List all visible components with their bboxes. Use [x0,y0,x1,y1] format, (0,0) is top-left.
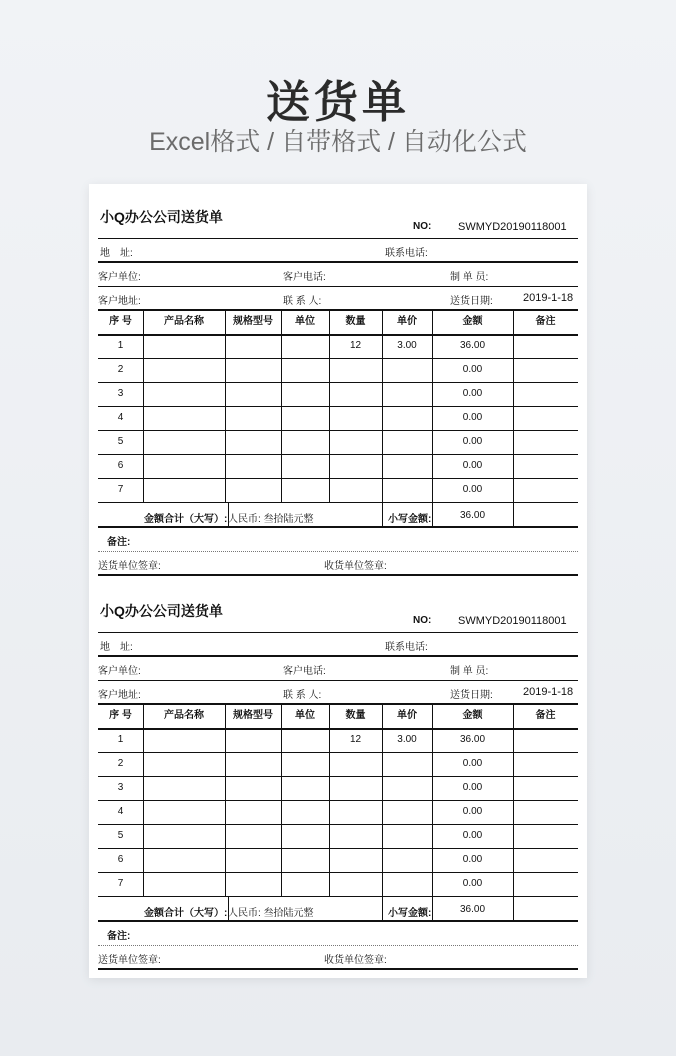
customer-address-label: 客户地址: [98,690,141,701]
delivery-date-value: 2019-1-18 [523,686,574,698]
table-header-cell: 单位 [295,316,315,327]
table-cell[interactable] [281,800,329,824]
table-cell[interactable] [382,752,432,776]
no-label: NO: [413,615,432,626]
table-cell[interactable] [513,382,578,406]
table-cell[interactable] [225,358,281,382]
table-cell[interactable] [225,848,281,872]
table-cell[interactable] [329,776,382,800]
table-row-divider [98,896,578,897]
total-lower-value: 36.00 [460,510,486,521]
table-cell[interactable] [382,454,432,478]
table-cell[interactable] [382,430,432,454]
table-cell[interactable] [143,334,225,358]
table-cell[interactable] [143,824,225,848]
table-cell[interactable] [143,406,225,430]
table-cell[interactable] [281,430,329,454]
page-subtitle: Excel格式 / 自带格式 / 自动化公式 [149,128,527,156]
form-title: 小Q办公公司送货单 [100,209,223,225]
table-cell[interactable] [513,454,578,478]
table-cell[interactable] [329,752,382,776]
table-header-cell: 规格型号 [233,316,273,327]
table-cell[interactable] [329,872,382,896]
total-lower-value: 36.00 [460,904,486,915]
table-header-cell: 序 号 [109,316,132,327]
table-header-cell: 数量 [345,710,366,721]
table-cell[interactable]: 3 [117,388,124,399]
table-cell[interactable]: 0.00 [462,782,483,793]
table-cell[interactable] [143,358,225,382]
total-row-divider [432,502,433,526]
table-cell[interactable] [513,800,578,824]
customer-unit-label: 客户单位: [98,666,141,677]
table-cell[interactable] [281,358,329,382]
rule [98,238,578,239]
table-row-divider [98,502,578,503]
table-header-cell: 数量 [345,316,366,327]
delivery-date-label: 送货日期: [450,690,493,701]
table-cell[interactable] [329,800,382,824]
table-cell[interactable] [143,848,225,872]
delivery-form [98,184,578,576]
rule [98,286,578,287]
total-upper-label: 金额合计（大写）: [144,514,228,525]
table-cell[interactable] [513,752,578,776]
table-cell[interactable] [281,848,329,872]
table-header-cell: 单价 [397,710,417,721]
rule [98,551,578,552]
table-cell[interactable]: 6 [117,460,124,471]
delivery-date-label: 送货日期: [450,296,493,307]
total-upper-value: 人民币: 叁拾陆元整 [228,514,314,525]
total-row-divider [513,896,514,920]
table-cell[interactable]: 36.00 [459,340,486,351]
table-cell[interactable] [513,848,578,872]
sender-sign-label: 送货单位签章: [98,561,161,572]
table-cell[interactable]: 3.00 [397,734,417,745]
table-header-cell: 备注 [535,316,556,327]
address-label: 地 址: [100,248,133,259]
table-cell[interactable] [225,728,281,752]
items-table [98,704,578,896]
rule [98,655,578,657]
delivery-form [98,578,578,970]
table-cell[interactable]: 0.00 [462,364,483,375]
table-cell[interactable] [513,358,578,382]
customer-phone-label: 客户电话: [283,666,326,677]
table-cell[interactable] [329,382,382,406]
total-upper-label: 金额合计（大写）: [144,908,228,919]
table-cell[interactable] [225,430,281,454]
table-cell[interactable] [281,478,329,502]
table-cell[interactable]: 5 [117,830,124,841]
table-cell[interactable]: 1 [117,734,124,745]
remark-label: 备注: [107,931,131,942]
sender-sign-label: 送货单位签章: [98,955,161,966]
address-label: 地 址: [100,642,133,653]
table-cell[interactable] [225,478,281,502]
table-cell[interactable]: 0.00 [462,806,483,817]
table-header-cell: 产品名称 [164,316,204,327]
table-cell[interactable] [382,800,432,824]
contact-phone-label: 联系电话: [385,642,428,653]
table-cell[interactable]: 3.00 [397,340,417,351]
table-cell[interactable]: 4 [117,412,124,423]
table-cell[interactable]: 0.00 [462,878,483,889]
table-cell[interactable] [281,824,329,848]
table-cell[interactable]: 36.00 [459,734,486,745]
table-cell[interactable] [281,334,329,358]
table-cell[interactable]: 0.00 [462,412,483,423]
customer-unit-label: 客户单位: [98,272,141,283]
table-cell[interactable] [143,430,225,454]
table-cell[interactable] [225,334,281,358]
table-cell[interactable] [513,728,578,752]
receiver-sign-label: 收货单位签章: [324,955,387,966]
table-cell[interactable] [281,454,329,478]
table-cell[interactable] [281,406,329,430]
contact-phone-label: 联系电话: [385,248,428,259]
table-cell[interactable] [382,478,432,502]
table-cell[interactable] [225,454,281,478]
table-cell[interactable] [143,728,225,752]
table-cell[interactable] [329,406,382,430]
total-row-divider [382,896,383,920]
rule [98,261,578,263]
table-cell[interactable]: 5 [117,436,124,447]
table-cell[interactable]: 0.00 [462,484,483,495]
table-cell[interactable] [143,454,225,478]
table-cell[interactable] [225,872,281,896]
table-cell[interactable]: 6 [117,854,124,865]
table-cell[interactable]: 0.00 [462,460,483,471]
table-header-cell: 序 号 [109,710,132,721]
total-row-divider [432,896,433,920]
table-cell[interactable] [382,382,432,406]
table-cell[interactable] [382,848,432,872]
table-cell[interactable] [329,358,382,382]
table-cell[interactable] [143,478,225,502]
rule [98,945,578,946]
no-value: SWMYD20190118001 [458,615,567,627]
table-cell[interactable] [225,824,281,848]
table-cell[interactable] [329,430,382,454]
table-cell[interactable] [329,848,382,872]
receiver-sign-label: 收货单位签章: [324,561,387,572]
table-cell[interactable] [225,382,281,406]
table-header-cell: 规格型号 [233,710,273,721]
table-cell[interactable]: 12 [349,340,362,351]
table-cell[interactable] [143,776,225,800]
table-cell[interactable] [281,728,329,752]
customer-phone-label: 客户电话: [283,272,326,283]
table-cell[interactable] [143,872,225,896]
table-cell[interactable] [513,334,578,358]
table-cell[interactable] [329,454,382,478]
form-title: 小Q办公公司送货单 [100,603,223,619]
rule [98,680,578,681]
table-cell[interactable]: 7 [117,484,124,495]
table-cell[interactable] [281,752,329,776]
total-lower-label: 小写金额: [388,908,432,919]
table-cell[interactable] [382,824,432,848]
table-cell[interactable] [143,800,225,824]
customer-address-label: 客户地址: [98,296,141,307]
remark-label: 备注: [107,537,131,548]
table-cell[interactable] [143,752,225,776]
table-cell[interactable] [513,478,578,502]
rule [98,920,578,922]
maker-label: 制 单 员: [450,272,489,283]
table-cell[interactable]: 0.00 [462,388,483,399]
table-header-cell: 单价 [397,316,417,327]
items-table [98,310,578,502]
table-cell[interactable] [281,776,329,800]
table-cell[interactable] [329,824,382,848]
table-cell[interactable] [382,776,432,800]
table-cell[interactable] [281,382,329,406]
rule [98,968,578,970]
table-cell[interactable]: 12 [349,734,362,745]
rule [98,632,578,633]
table-cell[interactable]: 0.00 [462,436,483,447]
table-cell[interactable] [513,824,578,848]
table-cell[interactable]: 1 [117,340,124,351]
table-cell[interactable]: 0.00 [462,854,483,865]
total-lower-label: 小写金额: [388,514,432,525]
page-title: 送货单 [266,78,410,127]
table-cell[interactable] [225,752,281,776]
table-cell[interactable] [225,776,281,800]
delivery-date-value: 2019-1-18 [523,292,574,304]
table-cell[interactable]: 4 [117,806,124,817]
table-header-cell: 金额 [462,316,483,327]
total-row-divider [382,502,383,526]
table-header-cell: 产品名称 [164,710,204,721]
table-header-cell: 备注 [535,710,556,721]
table-cell[interactable] [225,406,281,430]
table-cell[interactable] [225,800,281,824]
table-header-cell: 单位 [295,710,315,721]
total-row-divider [513,502,514,526]
rule [98,526,578,528]
no-value: SWMYD20190118001 [458,221,567,233]
table-header-cell: 金额 [462,710,483,721]
table-cell[interactable]: 0.00 [462,830,483,841]
table-cell[interactable] [513,406,578,430]
table-cell[interactable] [513,872,578,896]
table-cell[interactable] [513,430,578,454]
table-cell[interactable] [281,872,329,896]
table-cell[interactable]: 2 [117,364,124,375]
contact-person-label: 联 系 人: [283,690,322,701]
table-cell[interactable] [382,406,432,430]
table-cell[interactable] [329,478,382,502]
total-upper-value: 人民币: 叁拾陆元整 [228,908,314,919]
contact-person-label: 联 系 人: [283,296,322,307]
rule [98,574,578,576]
table-cell[interactable]: 2 [117,758,124,769]
table-cell[interactable] [382,358,432,382]
table-cell[interactable]: 7 [117,878,124,889]
table-cell[interactable]: 0.00 [462,758,483,769]
table-cell[interactable]: 3 [117,782,124,793]
document-paper [89,184,587,978]
maker-label: 制 单 员: [450,666,489,677]
table-cell[interactable] [382,872,432,896]
no-label: NO: [413,221,432,232]
table-cell[interactable] [513,776,578,800]
table-cell[interactable] [143,382,225,406]
